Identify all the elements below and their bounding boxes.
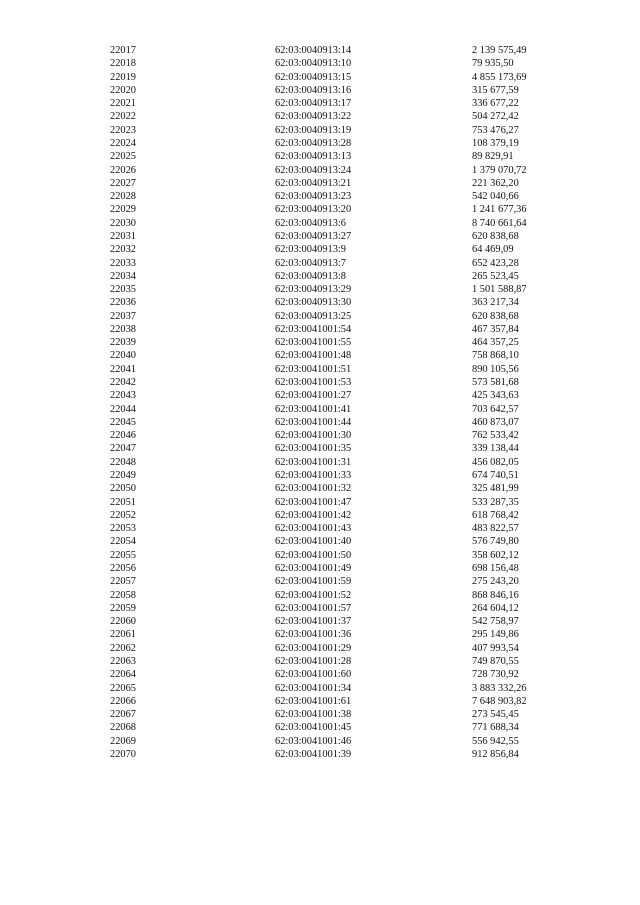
cadastral-value: 8 740 661,64 — [472, 217, 527, 229]
table-row — [110, 482, 572, 495]
table-row — [110, 164, 572, 177]
table-row — [110, 283, 572, 296]
cadastral-number: 62:03:0041001:29 — [275, 642, 352, 654]
table-row — [110, 442, 572, 455]
cadastral-value: 425 343,63 — [472, 390, 519, 402]
table-row — [110, 735, 572, 748]
table-row — [110, 336, 572, 349]
row-number: 22020 — [110, 84, 136, 96]
row-number: 22062 — [110, 642, 136, 654]
row-number: 22029 — [110, 204, 136, 216]
table-row — [110, 84, 572, 97]
cadastral-number: 62:03:0040913:6 — [275, 217, 347, 229]
cadastral-number: 62:03:0041001:28 — [275, 655, 352, 667]
table-row — [110, 177, 572, 190]
row-number: 22051 — [110, 496, 136, 508]
row-number: 22066 — [110, 695, 136, 707]
cadastral-number: 62:03:0041001:57 — [275, 602, 352, 614]
row-number: 22032 — [110, 244, 136, 256]
cadastral-number: 62:03:0041001:49 — [275, 562, 352, 574]
table-row — [110, 310, 572, 323]
cadastral-value: 1 501 588,87 — [472, 284, 527, 296]
table-row — [110, 57, 572, 70]
cadastral-number: 62:03:0040913:17 — [275, 98, 352, 110]
cadastral-number: 62:03:0040913:14 — [275, 45, 352, 56]
row-number: 22058 — [110, 589, 136, 601]
table-row — [110, 44, 572, 57]
cadastral-number: 62:03:0041001:41 — [275, 403, 352, 415]
cadastral-value: 542 758,97 — [472, 616, 519, 628]
table-row — [110, 110, 572, 123]
cadastral-number: 62:03:0040913:30 — [275, 297, 352, 309]
table-row — [110, 190, 572, 203]
cadastral-value: 460 873,07 — [472, 416, 519, 428]
table-row — [110, 257, 572, 270]
cadastral-value: 358 602,12 — [472, 549, 519, 561]
row-number: 22048 — [110, 456, 136, 468]
cadastral-number: 62:03:0040913:13 — [275, 151, 352, 163]
cadastral-number: 62:03:0040913:28 — [275, 137, 352, 149]
cadastral-number: 62:03:0040913:9 — [275, 244, 347, 256]
cadastral-value: 868 846,16 — [472, 589, 519, 601]
table-row — [110, 137, 572, 150]
table-row — [110, 363, 572, 376]
cadastral-value: 79 935,50 — [472, 58, 514, 70]
table-row — [110, 575, 572, 588]
table-row — [110, 615, 572, 628]
table-row — [110, 535, 572, 548]
cadastral-value: 504 272,42 — [472, 111, 519, 123]
cadastral-value: 221 362,20 — [472, 177, 519, 189]
table-row — [110, 509, 572, 522]
cadastral-value: 339 138,44 — [472, 443, 519, 455]
table-row — [110, 243, 572, 256]
cadastral-number: 62:03:0041001:38 — [275, 709, 352, 721]
row-number: 22055 — [110, 549, 136, 561]
table-row — [110, 562, 572, 575]
row-number: 22069 — [110, 735, 136, 747]
table-row — [110, 429, 572, 442]
row-number: 22049 — [110, 470, 136, 481]
row-number: 22052 — [110, 509, 136, 521]
cadastral-number: 62:03:0040913:15 — [275, 71, 352, 83]
cadastral-number: 62:03:0040913:21 — [275, 177, 352, 189]
table-row — [110, 668, 572, 681]
cadastral-number: 62:03:0040913:16 — [275, 84, 352, 96]
row-number: 22021 — [110, 98, 136, 110]
cadastral-number: 62:03:0041001:37 — [275, 616, 352, 628]
cadastral-number: 62:03:0041001:34 — [275, 682, 352, 694]
row-number: 22056 — [110, 562, 136, 574]
row-number: 22044 — [110, 403, 136, 415]
cadastral-number: 62:03:0040913:20 — [275, 204, 352, 216]
row-number: 22063 — [110, 655, 136, 667]
cadastral-number: 62:03:0041001:53 — [275, 377, 352, 389]
cadastral-number: 62:03:0041001:44 — [275, 416, 352, 428]
row-number: 22068 — [110, 722, 136, 734]
row-number: 22041 — [110, 363, 136, 375]
cadastral-value: 2 139 575,49 — [472, 45, 527, 56]
table-row — [110, 602, 572, 615]
row-number: 22035 — [110, 284, 136, 296]
table-row — [110, 695, 572, 708]
cadastral-number: 62:03:0040913:29 — [275, 284, 352, 296]
cadastral-value: 890 105,56 — [472, 363, 519, 375]
cadastral-number: 62:03:0041001:42 — [275, 509, 352, 521]
table-row — [110, 270, 572, 283]
cadastral-number: 62:03:0041001:46 — [275, 735, 352, 747]
cadastral-number: 62:03:0041001:35 — [275, 443, 352, 455]
cadastral-value: 483 822,57 — [472, 523, 519, 535]
cadastral-number: 62:03:0041001:60 — [275, 669, 352, 681]
cadastral-value: 652 423,28 — [472, 257, 519, 269]
cadastral-number: 62:03:0040913:22 — [275, 111, 352, 123]
table-row — [110, 203, 572, 216]
cadastral-value: 265 523,45 — [472, 270, 519, 282]
table-row — [110, 456, 572, 469]
cadastral-number: 62:03:0040913:8 — [275, 270, 347, 282]
row-number: 22050 — [110, 483, 136, 495]
row-number: 22064 — [110, 669, 136, 681]
cadastral-number: 62:03:0040913:27 — [275, 230, 352, 242]
cadastral-value: 753 476,27 — [472, 124, 519, 136]
row-number: 22018 — [110, 58, 136, 70]
cadastral-number: 62:03:0041001:27 — [275, 390, 352, 402]
cadastral-value: 620 838,68 — [472, 230, 519, 242]
cadastral-value: 576 749,80 — [472, 536, 519, 548]
row-number: 22026 — [110, 164, 136, 176]
cadastral-value: 1 379 070,72 — [472, 164, 527, 176]
cadastral-value: 467 357,84 — [472, 323, 519, 335]
table-row — [110, 230, 572, 243]
table-row — [110, 389, 572, 402]
table-row — [110, 496, 572, 509]
cadastral-number: 62:03:0040913:7 — [275, 257, 347, 269]
cadastral-value: 273 545,45 — [472, 709, 519, 721]
cadastral-value: 533 287,35 — [472, 496, 519, 508]
table-row — [110, 97, 572, 110]
cadastral-value: 295 149,86 — [472, 629, 519, 641]
cadastral-value: 703 642,57 — [472, 403, 519, 415]
cadastral-value: 108 379,19 — [472, 137, 519, 149]
table-row — [110, 349, 572, 362]
table-row — [110, 217, 572, 230]
cadastral-number: 62:03:0041001:33 — [275, 470, 352, 481]
row-number: 22040 — [110, 350, 136, 362]
row-number: 22054 — [110, 536, 136, 548]
cadastral-number: 62:03:0041001:47 — [275, 496, 352, 508]
cadastral-value: 264 604,12 — [472, 602, 519, 614]
cadastral-value: 912 856,84 — [472, 748, 519, 760]
cadastral-number: 62:03:0041001:43 — [275, 523, 352, 535]
cadastral-value: 3 883 332,26 — [472, 682, 527, 694]
cadastral-value: 620 838,68 — [472, 310, 519, 322]
table-row — [110, 589, 572, 602]
cadastral-value: 698 156,48 — [472, 562, 519, 574]
row-number: 22030 — [110, 217, 136, 229]
cadastral-number: 62:03:0041001:48 — [275, 350, 352, 362]
row-number: 22042 — [110, 377, 136, 389]
cadastral-value: 325 481,99 — [472, 483, 519, 495]
cadastral-value: 1 241 677,36 — [472, 204, 527, 216]
cadastral-number: 62:03:0041001:31 — [275, 456, 352, 468]
cadastral-value: 556 942,55 — [472, 735, 519, 747]
row-number: 22059 — [110, 602, 136, 614]
cadastral-value-table — [110, 44, 572, 761]
table-row — [110, 124, 572, 137]
cadastral-value: 771 688,34 — [472, 722, 519, 734]
cadastral-number: 62:03:0041001:50 — [275, 549, 352, 561]
cadastral-value: 456 082,05 — [472, 456, 519, 468]
cadastral-value: 64 469,09 — [472, 244, 514, 256]
row-number: 22067 — [110, 709, 136, 721]
row-number: 22060 — [110, 616, 136, 628]
row-number: 22065 — [110, 682, 136, 694]
row-number: 22047 — [110, 443, 136, 455]
cadastral-number: 62:03:0041001:55 — [275, 337, 352, 349]
cadastral-value: 275 243,20 — [472, 576, 519, 588]
row-number: 22061 — [110, 629, 136, 641]
cadastral-number: 62:03:0041001:30 — [275, 430, 352, 442]
table-row — [110, 522, 572, 535]
table-row — [110, 403, 572, 416]
cadastral-value: 542 040,66 — [472, 191, 519, 203]
row-number: 22039 — [110, 337, 136, 349]
table-row — [110, 628, 572, 641]
cadastral-value: 674 740,51 — [472, 470, 519, 481]
table-row — [110, 376, 572, 389]
cadastral-value: 336 677,22 — [472, 98, 519, 110]
cadastral-number: 62:03:0041001:36 — [275, 629, 352, 641]
cadastral-number: 62:03:0041001:40 — [275, 536, 352, 548]
cadastral-value: 89 829,91 — [472, 151, 514, 163]
table-row — [110, 642, 572, 655]
cadastral-value: 618 768,42 — [472, 509, 519, 521]
table-row — [110, 469, 572, 482]
row-number: 22046 — [110, 430, 136, 442]
row-number: 22022 — [110, 111, 136, 123]
cadastral-number: 62:03:0040913:23 — [275, 191, 352, 203]
cadastral-value: 407 993,54 — [472, 642, 519, 654]
row-number: 22031 — [110, 230, 136, 242]
table-row — [110, 655, 572, 668]
cadastral-number: 62:03:0040913:25 — [275, 310, 352, 322]
cadastral-value: 749 870,55 — [472, 655, 519, 667]
table-row — [110, 150, 572, 163]
cadastral-number: 62:03:0041001:32 — [275, 483, 352, 495]
cadastral-value: 363 217,34 — [472, 297, 519, 309]
row-number: 22024 — [110, 137, 136, 149]
row-number: 22037 — [110, 310, 136, 322]
table-row — [110, 721, 572, 734]
cadastral-number: 62:03:0041001:45 — [275, 722, 352, 734]
cadastral-number: 62:03:0041001:54 — [275, 323, 352, 335]
cadastral-number: 62:03:0040913:10 — [275, 58, 352, 70]
row-number: 22036 — [110, 297, 136, 309]
table-row — [110, 682, 572, 695]
table-row — [110, 708, 572, 721]
table-row — [110, 71, 572, 84]
cadastral-value: 573 581,68 — [472, 377, 519, 389]
row-number: 22057 — [110, 576, 136, 588]
row-number: 22070 — [110, 748, 136, 760]
row-number: 22023 — [110, 124, 136, 136]
table-row — [110, 416, 572, 429]
cadastral-value: 762 533,42 — [472, 430, 519, 442]
row-number: 22027 — [110, 177, 136, 189]
cadastral-value: 758 868,10 — [472, 350, 519, 362]
cadastral-value: 728 730,92 — [472, 669, 519, 681]
table-row — [110, 549, 572, 562]
row-number: 22025 — [110, 151, 136, 163]
table-row — [110, 323, 572, 336]
row-number: 22017 — [110, 45, 136, 56]
cadastral-value: 315 677,59 — [472, 84, 519, 96]
row-number: 22038 — [110, 323, 136, 335]
cadastral-number: 62:03:0041001:52 — [275, 589, 352, 601]
row-number: 22034 — [110, 270, 136, 282]
cadastral-number: 62:03:0041001:61 — [275, 695, 352, 707]
cadastral-value: 7 648 903,82 — [472, 695, 527, 707]
cadastral-number: 62:03:0040913:19 — [275, 124, 352, 136]
table-body — [110, 44, 572, 761]
table-row — [110, 748, 572, 761]
cadastral-number: 62:03:0041001:39 — [275, 748, 352, 760]
cadastral-number: 62:03:0041001:51 — [275, 363, 352, 375]
row-number: 22043 — [110, 390, 136, 402]
row-number: 22019 — [110, 71, 136, 83]
row-number: 22053 — [110, 523, 136, 535]
table-row — [110, 296, 572, 309]
cadastral-value: 464 357,25 — [472, 337, 519, 349]
cadastral-number: 62:03:0040913:24 — [275, 164, 352, 176]
row-number: 22045 — [110, 416, 136, 428]
cadastral-number: 62:03:0041001:59 — [275, 576, 352, 588]
cadastral-value: 4 855 173,69 — [472, 71, 527, 83]
row-number: 22033 — [110, 257, 136, 269]
row-number: 22028 — [110, 191, 136, 203]
